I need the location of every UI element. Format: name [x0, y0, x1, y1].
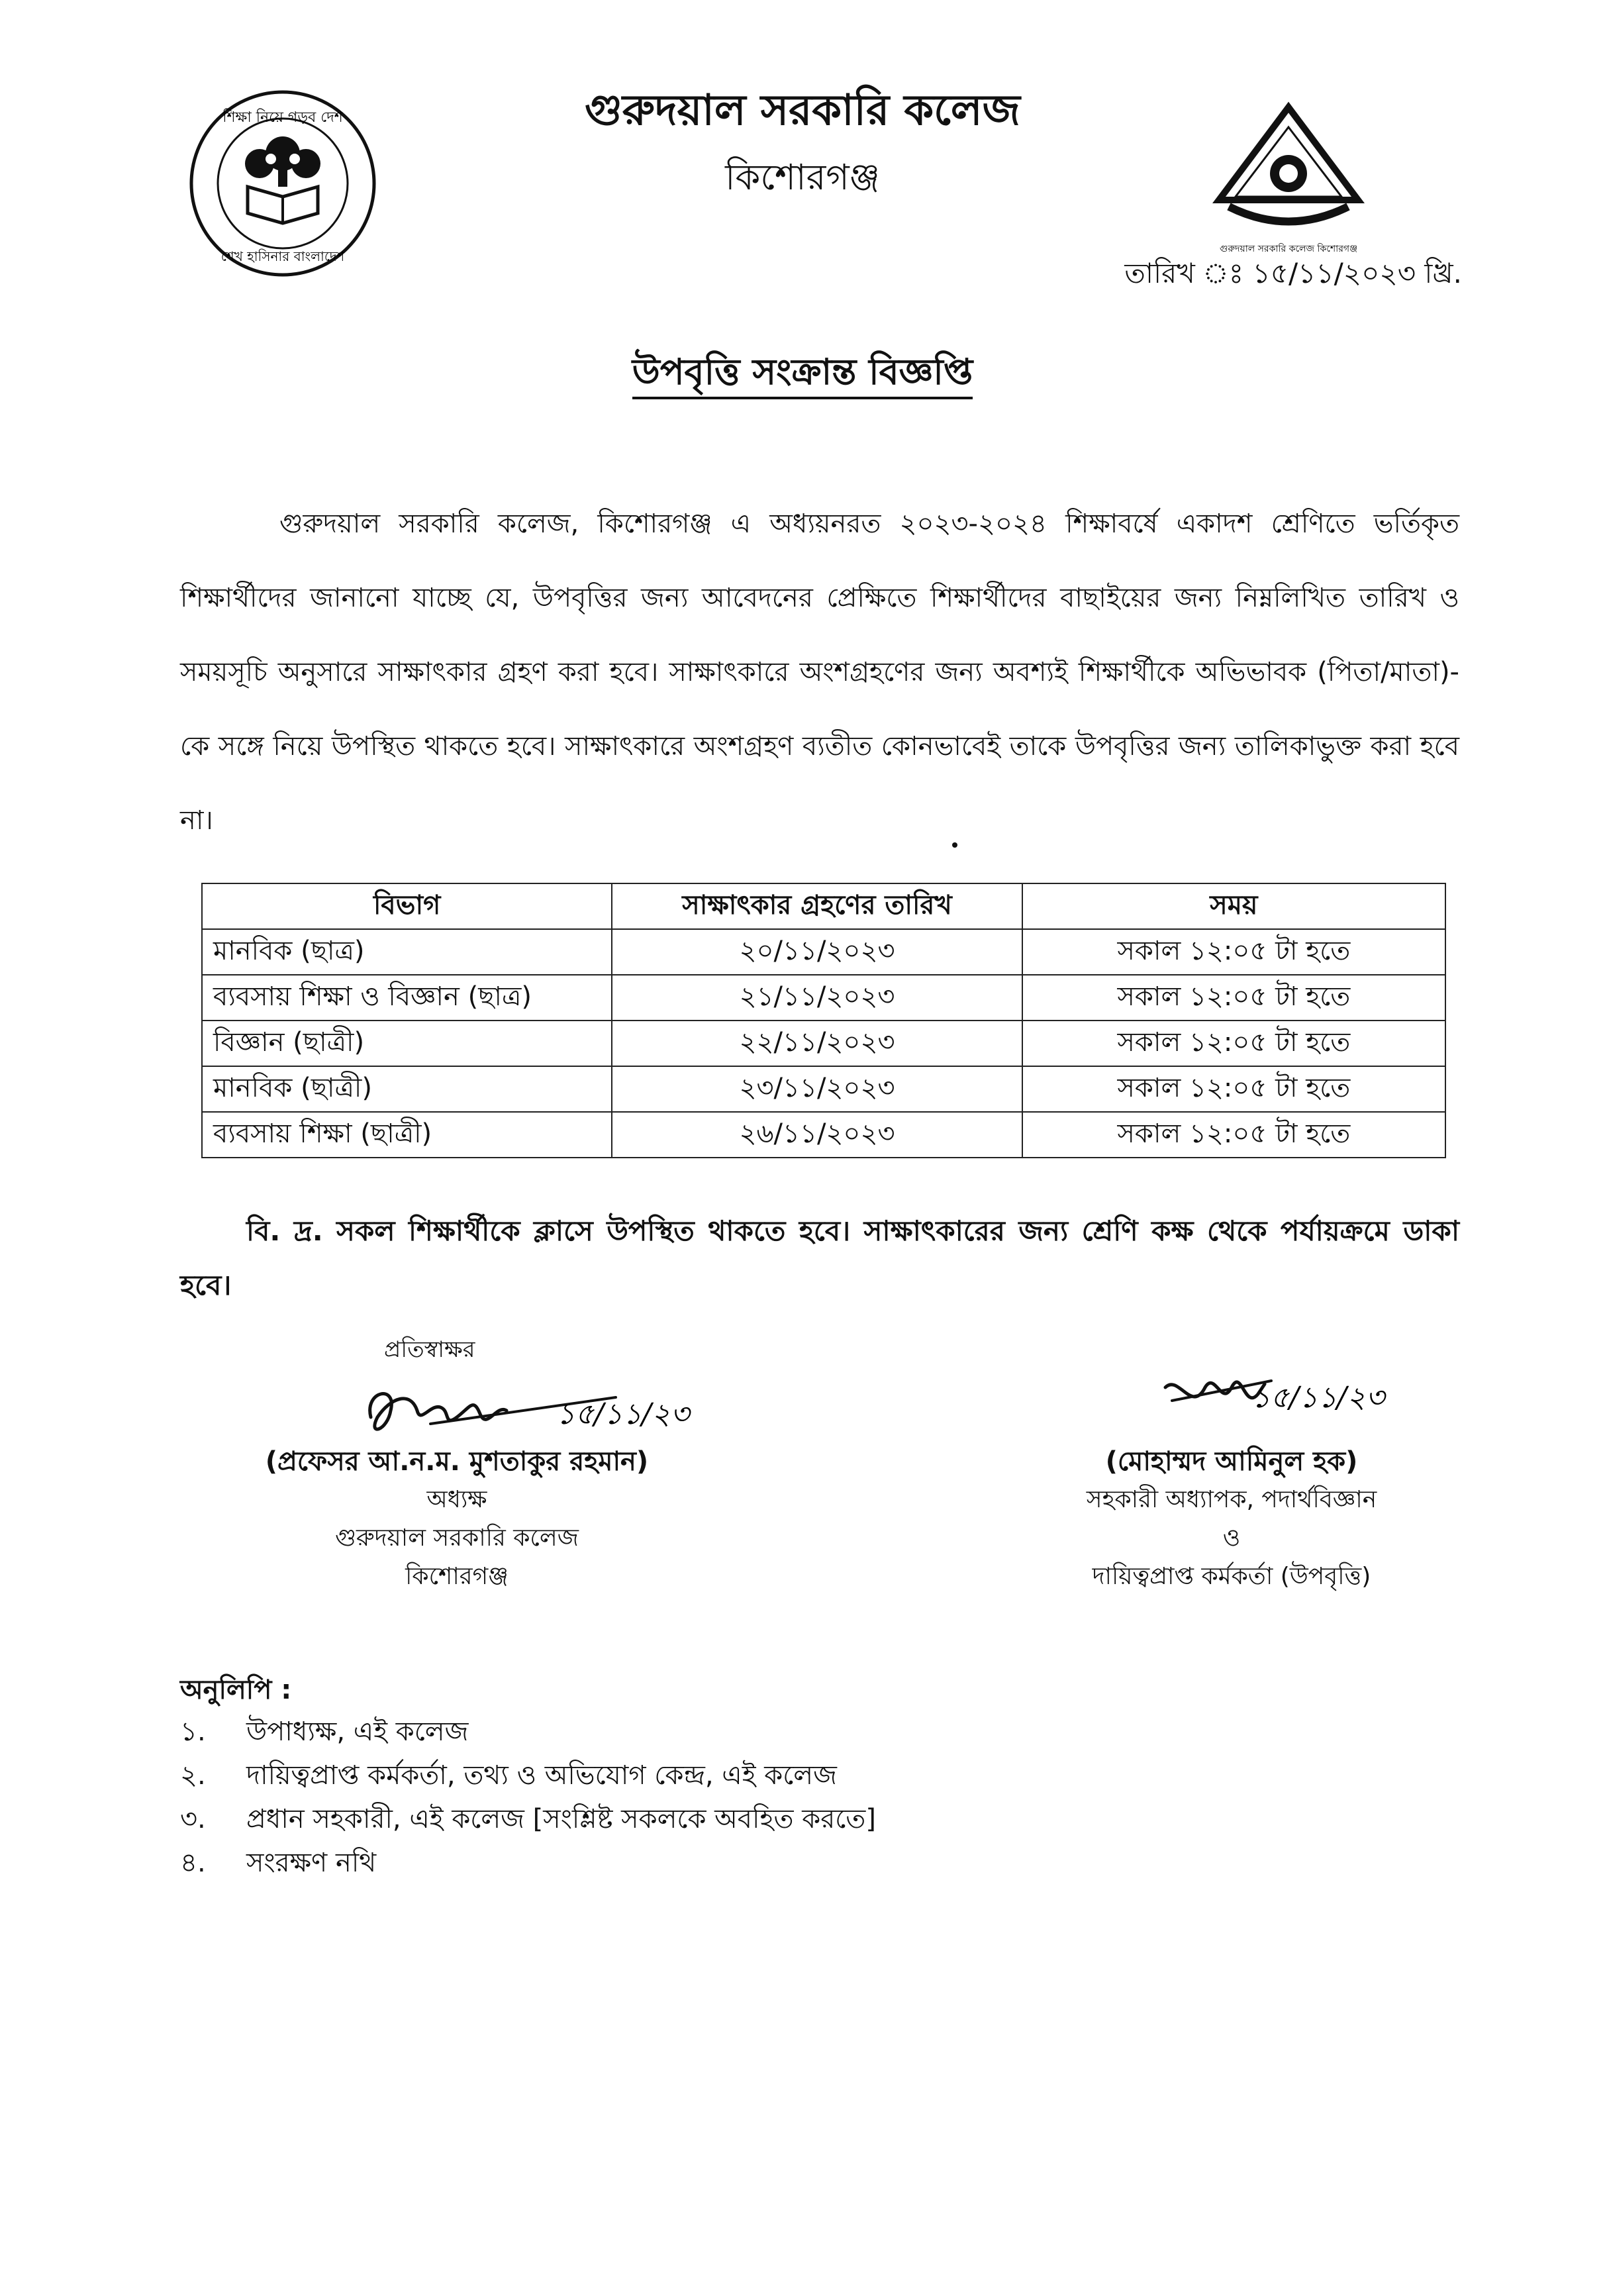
department-cell: মানবিক (ছাত্রী) [202, 1066, 612, 1112]
principal-name: (প্রফেসর আ.ন.ম. মুশতাকুর রহমান) [265, 1446, 649, 1477]
department-cell: মানবিক (ছাত্র) [202, 929, 612, 975]
header-department: বিভাগ [202, 883, 612, 929]
college-logo-left [187, 87, 379, 279]
notice-date: তারিখ ঃ ১৫/১১/২০২৩ খ্রি. [1124, 257, 1462, 289]
principal-title: অধ্যক্ষ [426, 1486, 487, 1513]
notice-body: গুরুদয়াল সরকারি কলেজ, কিশোরগঞ্জ এ অধ্যয়নরত ২০২৩-২০২৪ শিক্ষাবর্ষে একাদশ শ্রেণিতে ভর্তিকৃত শিক্ষার্থীদের জানানো যাচ্ছে যে, উপবৃত্তির জন্য আবেদনের প্রেক্ষিতে শিক্ষার্থীদের বাছাইয়ের জন্য নিম্নলিখিত তারিখ ও সময়সূচি অনুসারে সাক্ষাৎকার গ্রহণ করা হবে। সাক্ষাৎকারে অংশগ্রহণের জন্য অবশ্যই শিক্ষার্থীকে অভিভাবক (পিতা/মাতা)-কে সঙ্গে নিয়ে উপস্থিত থাকতে হবে। সাক্ষাৎকারে অংশগ্রহণ ব্যতীত কোনভাবেই তাকে উপবৃত্তির জন্য তালিকাভুক্ত করা হবে না। [180, 509, 1459, 836]
copies-title: অনুলিপি : [180, 1675, 292, 1705]
officer-handwritten-date: ১৫/১১/২৩ [1251, 1381, 1385, 1415]
table-row [202, 1021, 1445, 1066]
date-cell: ২১/১১/২০২৩ [612, 975, 1022, 1021]
officer-role: দায়িত্বপ্রাপ্ত কর্মকর্তা (উপবৃত্তি) [1092, 1563, 1371, 1590]
time-cell: সকাল ১২:০৫ টা হতে [1022, 929, 1445, 975]
date-cell: ২০/১১/২০২৩ [612, 929, 1022, 975]
time-cell: সকাল ১২:০৫ টা হতে [1022, 1021, 1445, 1066]
list-item-text: দায়িত্বপ্রাপ্ত কর্মকর্তা, তথ্য ও অভিযোগ কেন্দ্র, এই কলেজ [246, 1760, 837, 1791]
list-item-text: উপাধ্যক্ষ, এই কলেজ [246, 1717, 469, 1747]
list-item [180, 1710, 876, 1754]
header-time: সময় [1022, 883, 1445, 929]
nota-bene: বি. দ্র. সকল শিক্ষার্থীকে ক্লাসে উপস্থিত থাকতে হবে। সাক্ষাৎকারের জন্য শ্রেণি কক্ষ থেকে পর্যায়ক্রমে ডাকা হবে। [180, 1215, 1459, 1301]
list-item [180, 1797, 876, 1841]
date-cell: ২৬/১১/২০২৩ [612, 1112, 1022, 1158]
department-cell: ব্যবসায় শিক্ষা ও বিজ্ঞান (ছাত্র) [202, 975, 612, 1021]
table-row [202, 929, 1445, 975]
time-cell: সকাল ১২:০৫ টা হতে [1022, 1066, 1445, 1112]
table-row [202, 1066, 1445, 1112]
logo-left-top-text: শিক্ষা নিয়ে গড়ব দেশ [222, 109, 343, 126]
copies-list [180, 1710, 876, 1885]
list-item-text: প্রধান সহকারী, এই কলেজ [সংশ্লিষ্ট সকলকে অবহিত করতে] [246, 1804, 876, 1834]
table-row [202, 1112, 1445, 1158]
principal-handwritten-date: ১৫/১১/২৩ [556, 1397, 690, 1431]
list-item-number: ২. [180, 1760, 206, 1791]
time-cell: সকাল ১২:০৫ টা হতে [1022, 1112, 1445, 1158]
principal-signature-block [252, 1442, 662, 1596]
principal-place: কিশোরগঞ্জ [405, 1563, 509, 1590]
list-item [180, 1841, 876, 1885]
department-cell: বিজ্ঞান (ছাত্রী) [202, 1021, 612, 1066]
date-cell: ২৩/১১/২০২৩ [612, 1066, 1022, 1112]
date-cell: ২২/১১/২০২৩ [612, 1021, 1022, 1066]
department-cell: ব্যবসায় শিক্ষা (ছাত্রী) [202, 1112, 612, 1158]
officer-name: (মোহাম্মদ আমিনুল হক) [1105, 1446, 1358, 1477]
logo-right-text: গুরুদয়াল সরকারি কলেজ কিশোরগঞ্জ [1219, 244, 1358, 254]
college-logo-right [1209, 101, 1368, 260]
college-district: কিশোরগঞ্জ [725, 156, 880, 198]
stray-dot [952, 842, 957, 848]
list-item [180, 1754, 876, 1797]
interview-schedule-table [201, 883, 1446, 1158]
list-item-text: সংরক্ষণ নথি [246, 1848, 377, 1878]
notice-title-text: উপবৃত্তি সংক্রান্ত বিজ্ঞপ্তি [632, 351, 973, 399]
principal-signature-date [550, 1387, 695, 1440]
officer-signature-date [1245, 1371, 1390, 1424]
header-interview-date: সাক্ষাৎকার গ্রহণের তারিখ [612, 883, 1022, 929]
notice-title [463, 344, 1142, 404]
list-item-number: ৩. [180, 1804, 206, 1834]
officer-signature-block [1046, 1442, 1417, 1596]
officer-title: সহকারী অধ্যাপক, পদার্থবিজ্ঞান [1086, 1486, 1377, 1513]
table-header-row [202, 883, 1445, 929]
college-name: গুরুদয়াল সরকারি কলেজ [585, 86, 1020, 135]
list-item-number: ১. [180, 1717, 206, 1747]
principal-org: গুরুদয়াল সরকারি কলেজ [335, 1524, 579, 1552]
countersign-label: প্রতিস্বাক্ষর [384, 1336, 475, 1363]
table-row [202, 975, 1445, 1021]
officer-and: ও [1222, 1524, 1241, 1552]
time-cell: সকাল ১২:০৫ টা হতে [1022, 975, 1445, 1021]
list-item-number: ৪. [180, 1848, 206, 1878]
logo-left-bottom-text: শেখ হাসিনার বাংলাদেশ [220, 248, 345, 264]
